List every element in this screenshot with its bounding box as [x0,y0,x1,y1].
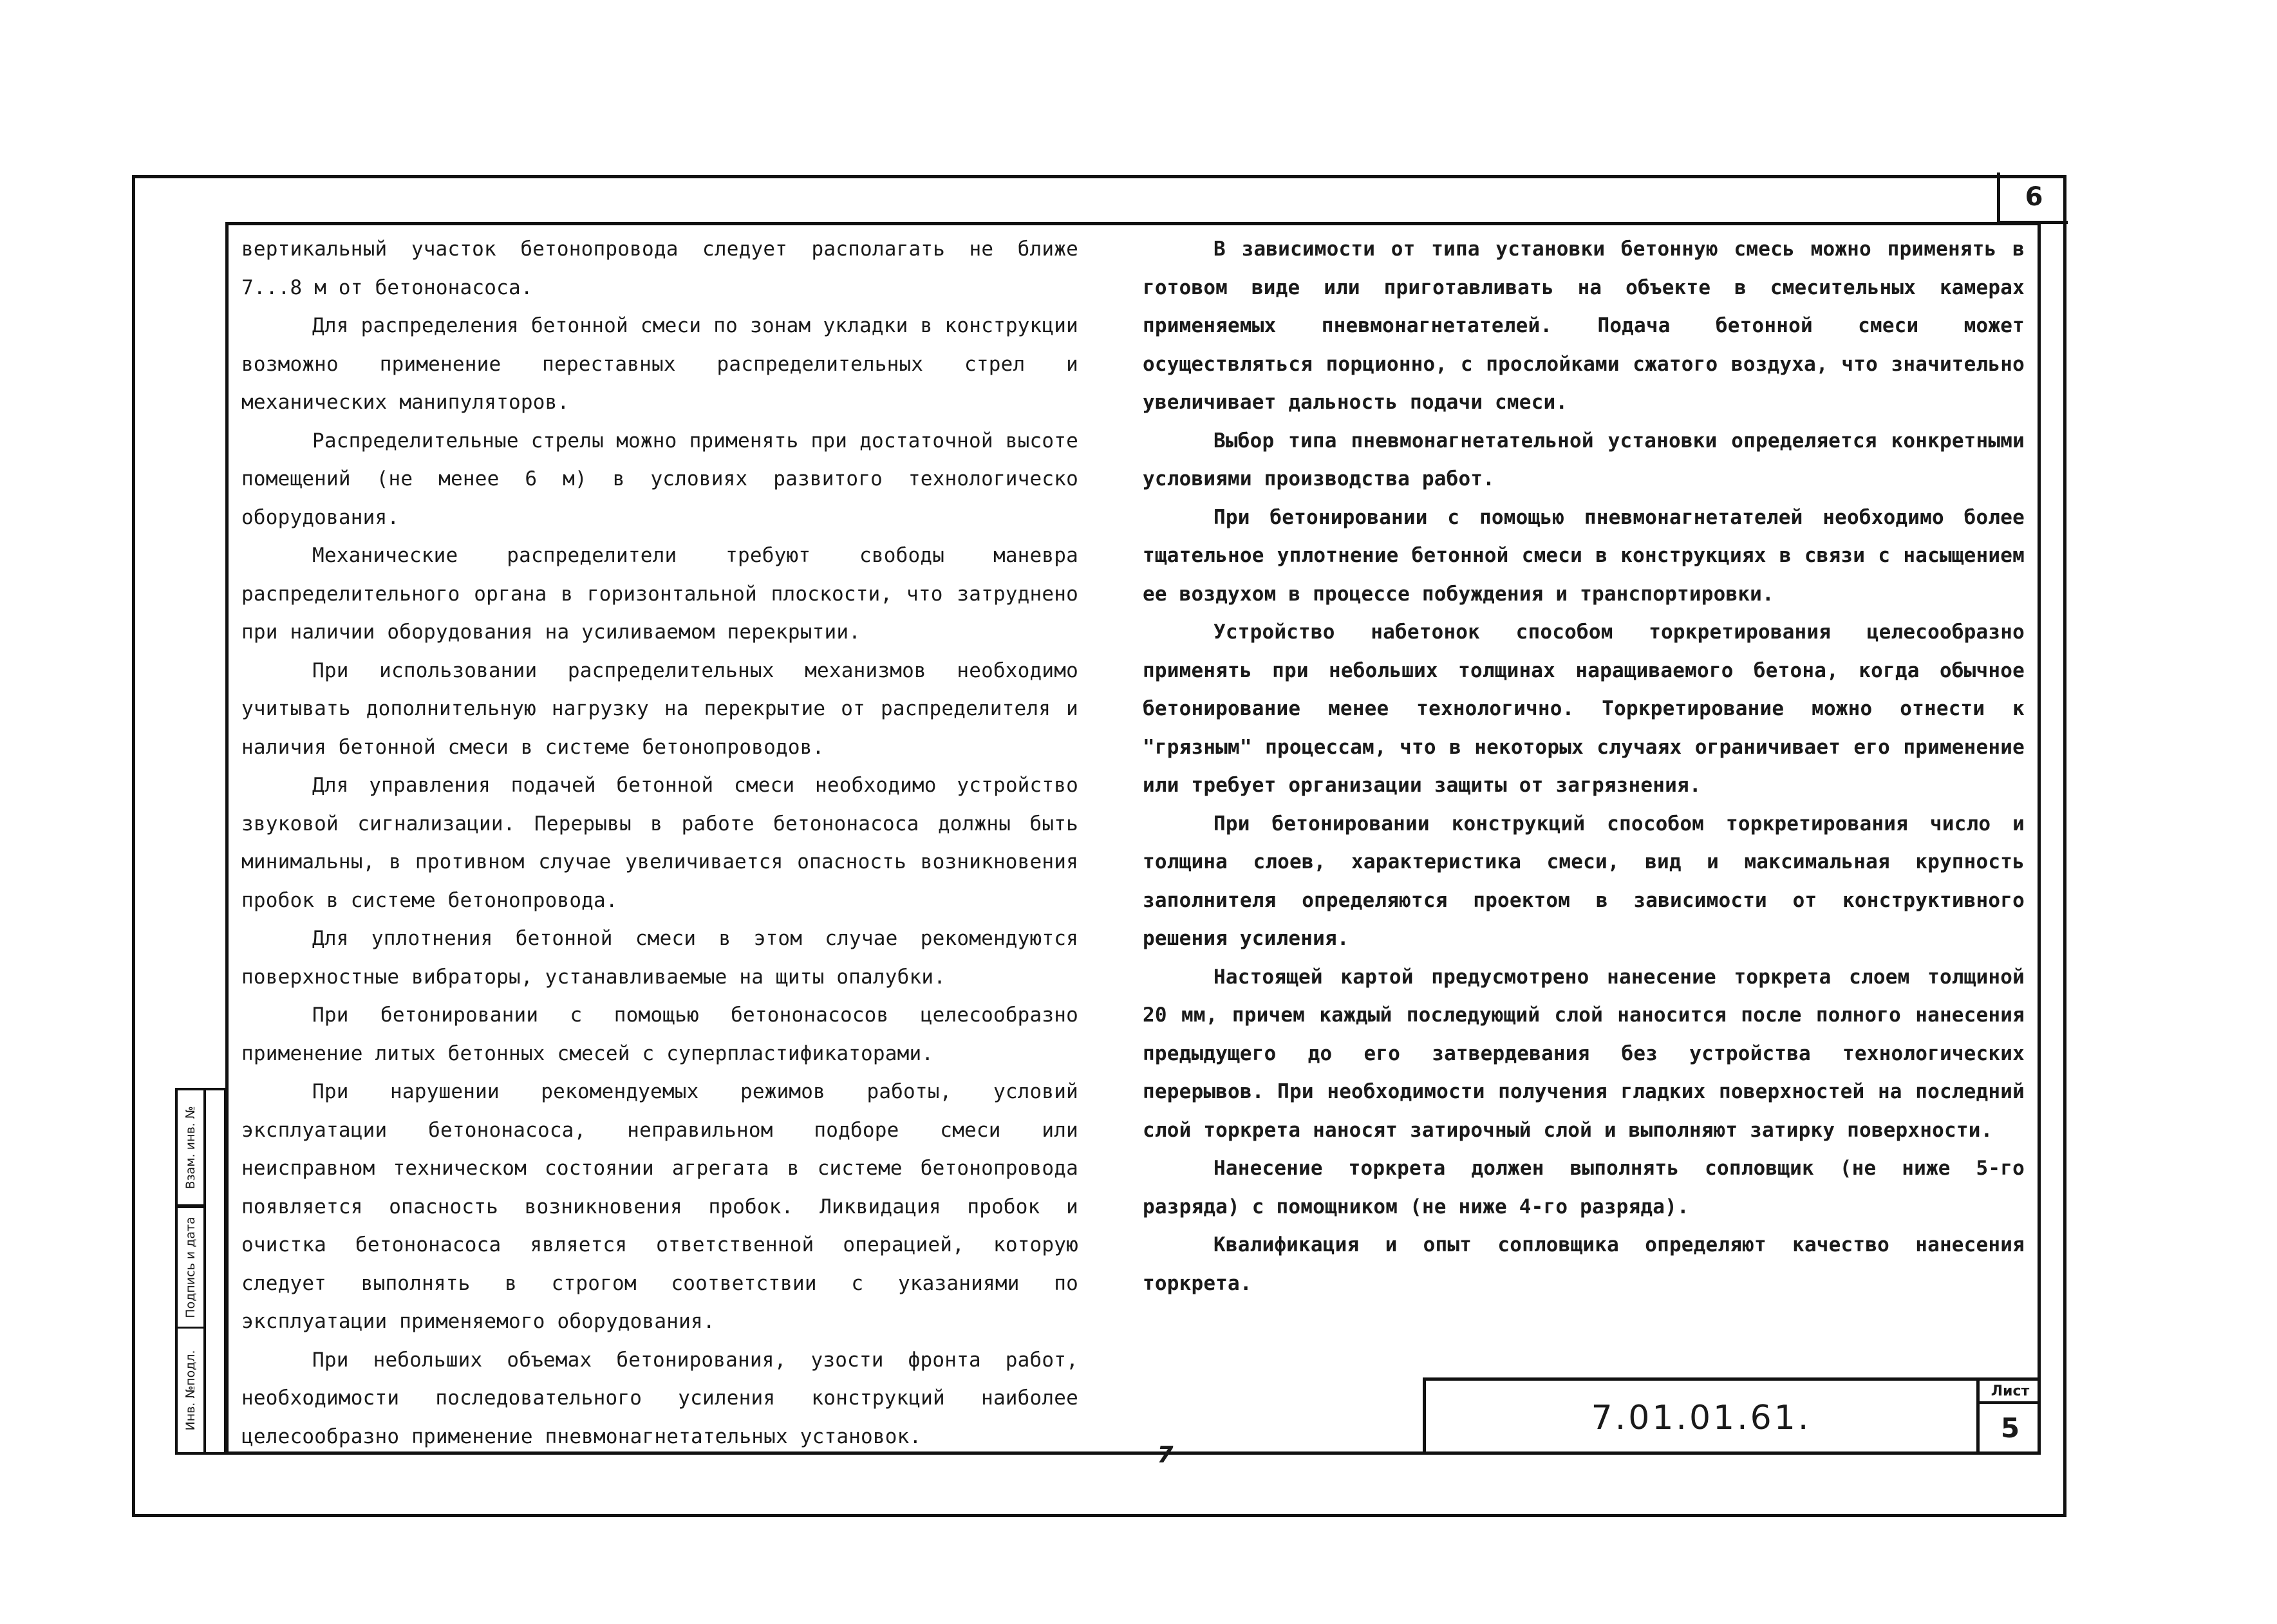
right-paragraph-4: Устройство набетонок способом торкретирования целесообразно применять при небольших толщинах наращиваемого бетона, когда обычное бетонирование менее технологично. Торкретирование можно отнести к "грязным" процессам, что в некоторых случаях ограничивает его применение или требует организации защиты от загрязнения. [1143,621,2025,797]
right-paragraph-7: Нанесение торкрета должен выполнять сопловщик (не ниже 5-го разряда) с помощником (не ниже 4-го разряда). [1143,1157,2025,1218]
right-paragraph-2: Выбор типа пневмонагнетательной установки определяется конкретными условиями производства работ. [1143,429,2025,490]
left-paragraph-4: Механические распределители требуют свободы маневра распределительного органа в горизонтальной плоскости, что затруднено при наличии оборудования на усиливаемом перекрытии. [241,544,1078,644]
right-paragraph-6: Настоящей картой предусмотрено нанесение торкрета слоем толщиной 20 мм, причем каждый последующий слой наносится после полного нанесения предыдущего до его затвердевания без устройства технологических перерывов. При необходимости получения гладких поверхностей на последний слой торкрета наносят затирочный слой и выполняют затирку поверхности. [1143,965,2025,1142]
left-paragraph-5: При использовании распределительных механизмов необходимо учитывать дополнительную нагрузку на перекрытие от распределителя и наличия бетонной смеси в системе бетонопроводов. [241,658,1078,759]
side-cell-inventory-original [178,1329,203,1452]
left-paragraph-3: Распределительные стрелы можно применять при достаточной высоте помещений (не менее 6 м) в условиях развитого технологическо оборудования. [241,429,1078,529]
right-paragraph-8: Квалификация и опыт сопловщика определяют качество нанесения торкрета. [1143,1233,2025,1295]
right-paragraph-1: В зависимости от типа установки бетонную смесь можно применять в готовом виде или приготавливать на объекте в смесительных камерах применяемых пневмонагнетателей. Подача бетонной смеси может осуществляться порционно, с прослойками сжатого воздуха, что значительно увеличивает дальность подачи смеси. [1143,238,2025,414]
side-cell-signature-date [178,1206,203,1329]
top-sheet-number: 6 [1997,173,2068,224]
left-text-column [241,230,1078,1456]
left-paragraph-10: При небольших объемах бетонирования, узости фронта работ, необходимости последовательного усиления конструкций наиболее целесообразно применение пневмонагнетательных установок. [241,1348,1078,1448]
left-paragraph-8: При бетонировании с помощью бетононасосов целесообразно применение литых бетонных смесей с суперпластификаторами. [241,1003,1078,1065]
right-paragraph-5: При бетонировании конструкций способом торкретирования число и толщина слоев, характеристика смеси, вид и максимальная крупность заполнителя определяются проектом в зависимости от конструктивного решения усиления. [1143,812,2025,950]
sheet-label: Лист [1980,1381,2041,1404]
left-paragraph-2: Для распределения бетонной смеси по зонам укладки в конструкции возможно применение переставных распределительных стрел и механических манипуляторов. [241,314,1078,414]
sheet-number-box [1976,1381,2041,1455]
side-cell-inventory-original-label: Инв. №подл. [183,1350,198,1431]
side-stamp-labels [175,1088,206,1455]
side-cell-signature-date-label: Подпись и дата [183,1217,198,1318]
left-paragraph-7: Для уплотнения бетонной смеси в этом случае рекомендуются поверхностные вибраторы, устанавливаемые на щиты опалубки. [241,927,1078,989]
sheet-number: 5 [2000,1412,2020,1444]
left-paragraph-1: вертикальный участок бетонопровода следует располагать не ближе 7...8 м от бетононасоса. [241,238,1078,299]
document-code: 7.01.01.61. [1591,1398,1812,1437]
bottom-page-number: 7 [1157,1442,1174,1468]
right-paragraph-3: При бетонировании с помощью пневмонагнетателей необходимо более тщательное уплотнение бетонной смеси в конструкциях в связи с насыщением ее воздухом в процессе побуждения и транспортировки. [1143,505,2025,606]
side-cell-replacement-inventory [178,1090,203,1206]
left-paragraph-6: Для управления подачей бетонной смеси необходимо устройство звуковой сигнализации. Перерывы в работе бетононасоса должны быть минимальны, в противном случае увеличивается опасность возникновения пробок в системе бетонопровода. [241,774,1078,912]
left-paragraph-9: При нарушении рекомендуемых режимов работы, условий эксплуатации бетононасоса, неправильном подборе смеси или неисправном техническом состоянии агрегата в системе бетонопровода появляется опасность возникновения пробок. Ликвидация пробок и очистка бетононасоса является ответственной операцией, которую следует выполнять в строгом соответствии с указаниями по эксплуатации применяемого оборудования. [241,1080,1078,1333]
side-cell-replacement-inventory-label: Взам. инв. № [183,1105,198,1190]
right-text-column [1143,230,2025,1303]
side-stamp-value-column [206,1088,227,1455]
title-stamp-block [1423,1377,2041,1455]
